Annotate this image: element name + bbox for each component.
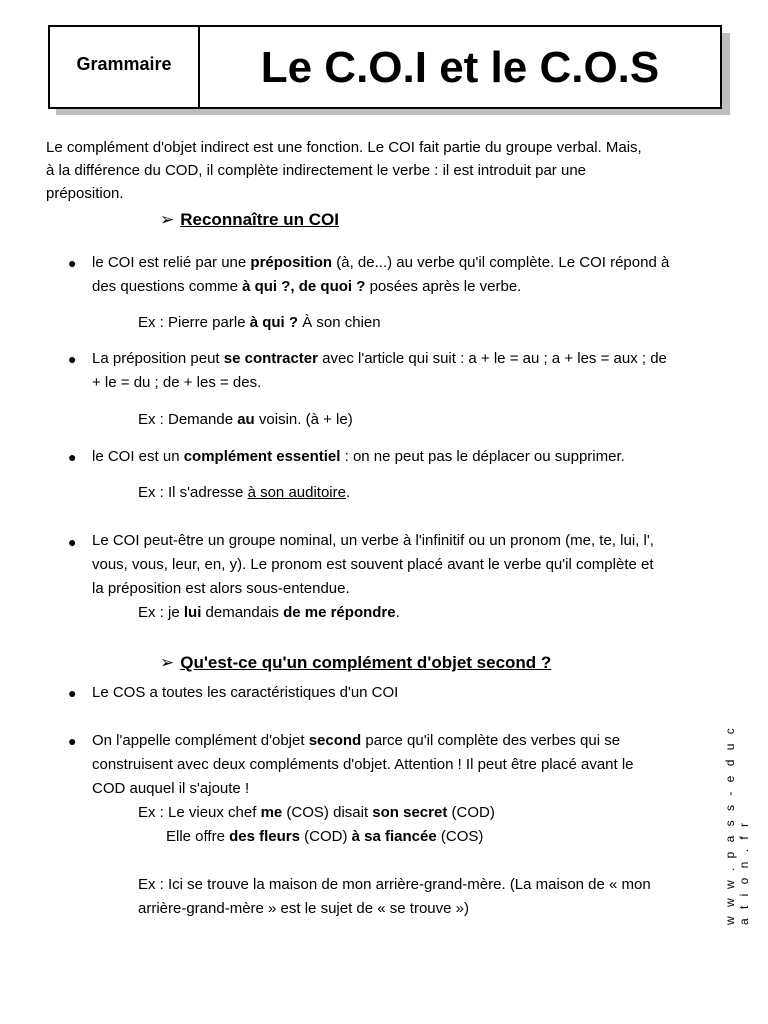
subject-label: Grammaire bbox=[50, 27, 200, 107]
bullet-icon: ● bbox=[68, 685, 77, 701]
list-item: le COI est relié par une préposition (à, de...) au verbe qu'il complète. Le COI répond à des questions comme à qui ?, de quoi ? posées après le verbe. bbox=[92, 254, 670, 295]
example-line: Ex : Pierre parle à qui ? À son chien bbox=[138, 314, 381, 331]
example-line: Ex : Le vieux chef me (COS) disait son secret (COD) bbox=[138, 804, 495, 821]
bullet-icon: ● bbox=[68, 255, 77, 271]
intro-line: Le complément d'objet indirect est une fonction. Le COI fait partie du groupe verbal. Mais, bbox=[46, 139, 642, 156]
arrow-bullet-icon: ➢ bbox=[160, 210, 175, 229]
header-box bbox=[48, 25, 722, 109]
example-line: Ex : Demande au voisin. (à + le) bbox=[138, 411, 353, 428]
section-heading-text: Qu'est-ce qu'un complément d'objet second ? bbox=[180, 653, 552, 672]
bullet-icon: ● bbox=[68, 449, 77, 465]
list-item: Le COS a toutes les caractéristiques d'un COI bbox=[92, 684, 399, 701]
section-heading-cos bbox=[160, 653, 551, 673]
example-line: Ex : Il s'adresse à son auditoire. bbox=[138, 484, 351, 501]
intro-paragraph bbox=[46, 136, 726, 205]
bullet-icon: ● bbox=[68, 351, 77, 367]
section-heading-text: Reconnaître un COI bbox=[180, 210, 339, 229]
arrow-bullet-icon: ➢ bbox=[160, 653, 175, 672]
page-title: Le C.O.I et le C.O.S bbox=[260, 43, 660, 92]
list-item: La préposition peut se contracter avec l'article qui suit : a + le = au ; a + les = aux ; de + le = du ; de + les = des. bbox=[92, 350, 667, 391]
bullet-icon: ● bbox=[68, 534, 77, 550]
intro-line: à la différence du COD, il complète indirectement le verbe : il est introduit par une bbox=[46, 162, 586, 179]
list-item: le COI est un complément essentiel : on ne peut pas le déplacer ou supprimer. bbox=[92, 448, 625, 465]
watermark-url: w w w . p a s s - e d u c a t i o n . f r bbox=[723, 725, 751, 925]
section-heading-coi bbox=[160, 210, 339, 230]
example-line: Ex : Ici se trouve la maison de mon arrière-grand-mère. (La maison de « mon arrière-grand-mère » est le sujet de « se trouve ») bbox=[138, 876, 651, 917]
intro-line: préposition. bbox=[46, 185, 124, 202]
bullet-icon: ● bbox=[68, 733, 77, 749]
example-line: Ex : je lui demandais de me répondre. bbox=[138, 604, 400, 621]
example-line: Elle offre des fleurs (COD) à sa fiancée (COS) bbox=[166, 828, 484, 845]
list-item: On l'appelle complément d'objet second parce qu'il complète des verbes qui se construisent avec deux compléments d'objet. Attention ! Il peut être placé avant le COD auquel il s'ajoute ! bbox=[92, 732, 634, 797]
list-item: Le COI peut-être un groupe nominal, un verbe à l'infinitif ou un pronom (me, te, lui, l', vous, vous, leur, en, y). Le pronom est souvent placé avant le verbe qu'il complète et la préposition est alors sous-entendue. bbox=[92, 532, 654, 597]
